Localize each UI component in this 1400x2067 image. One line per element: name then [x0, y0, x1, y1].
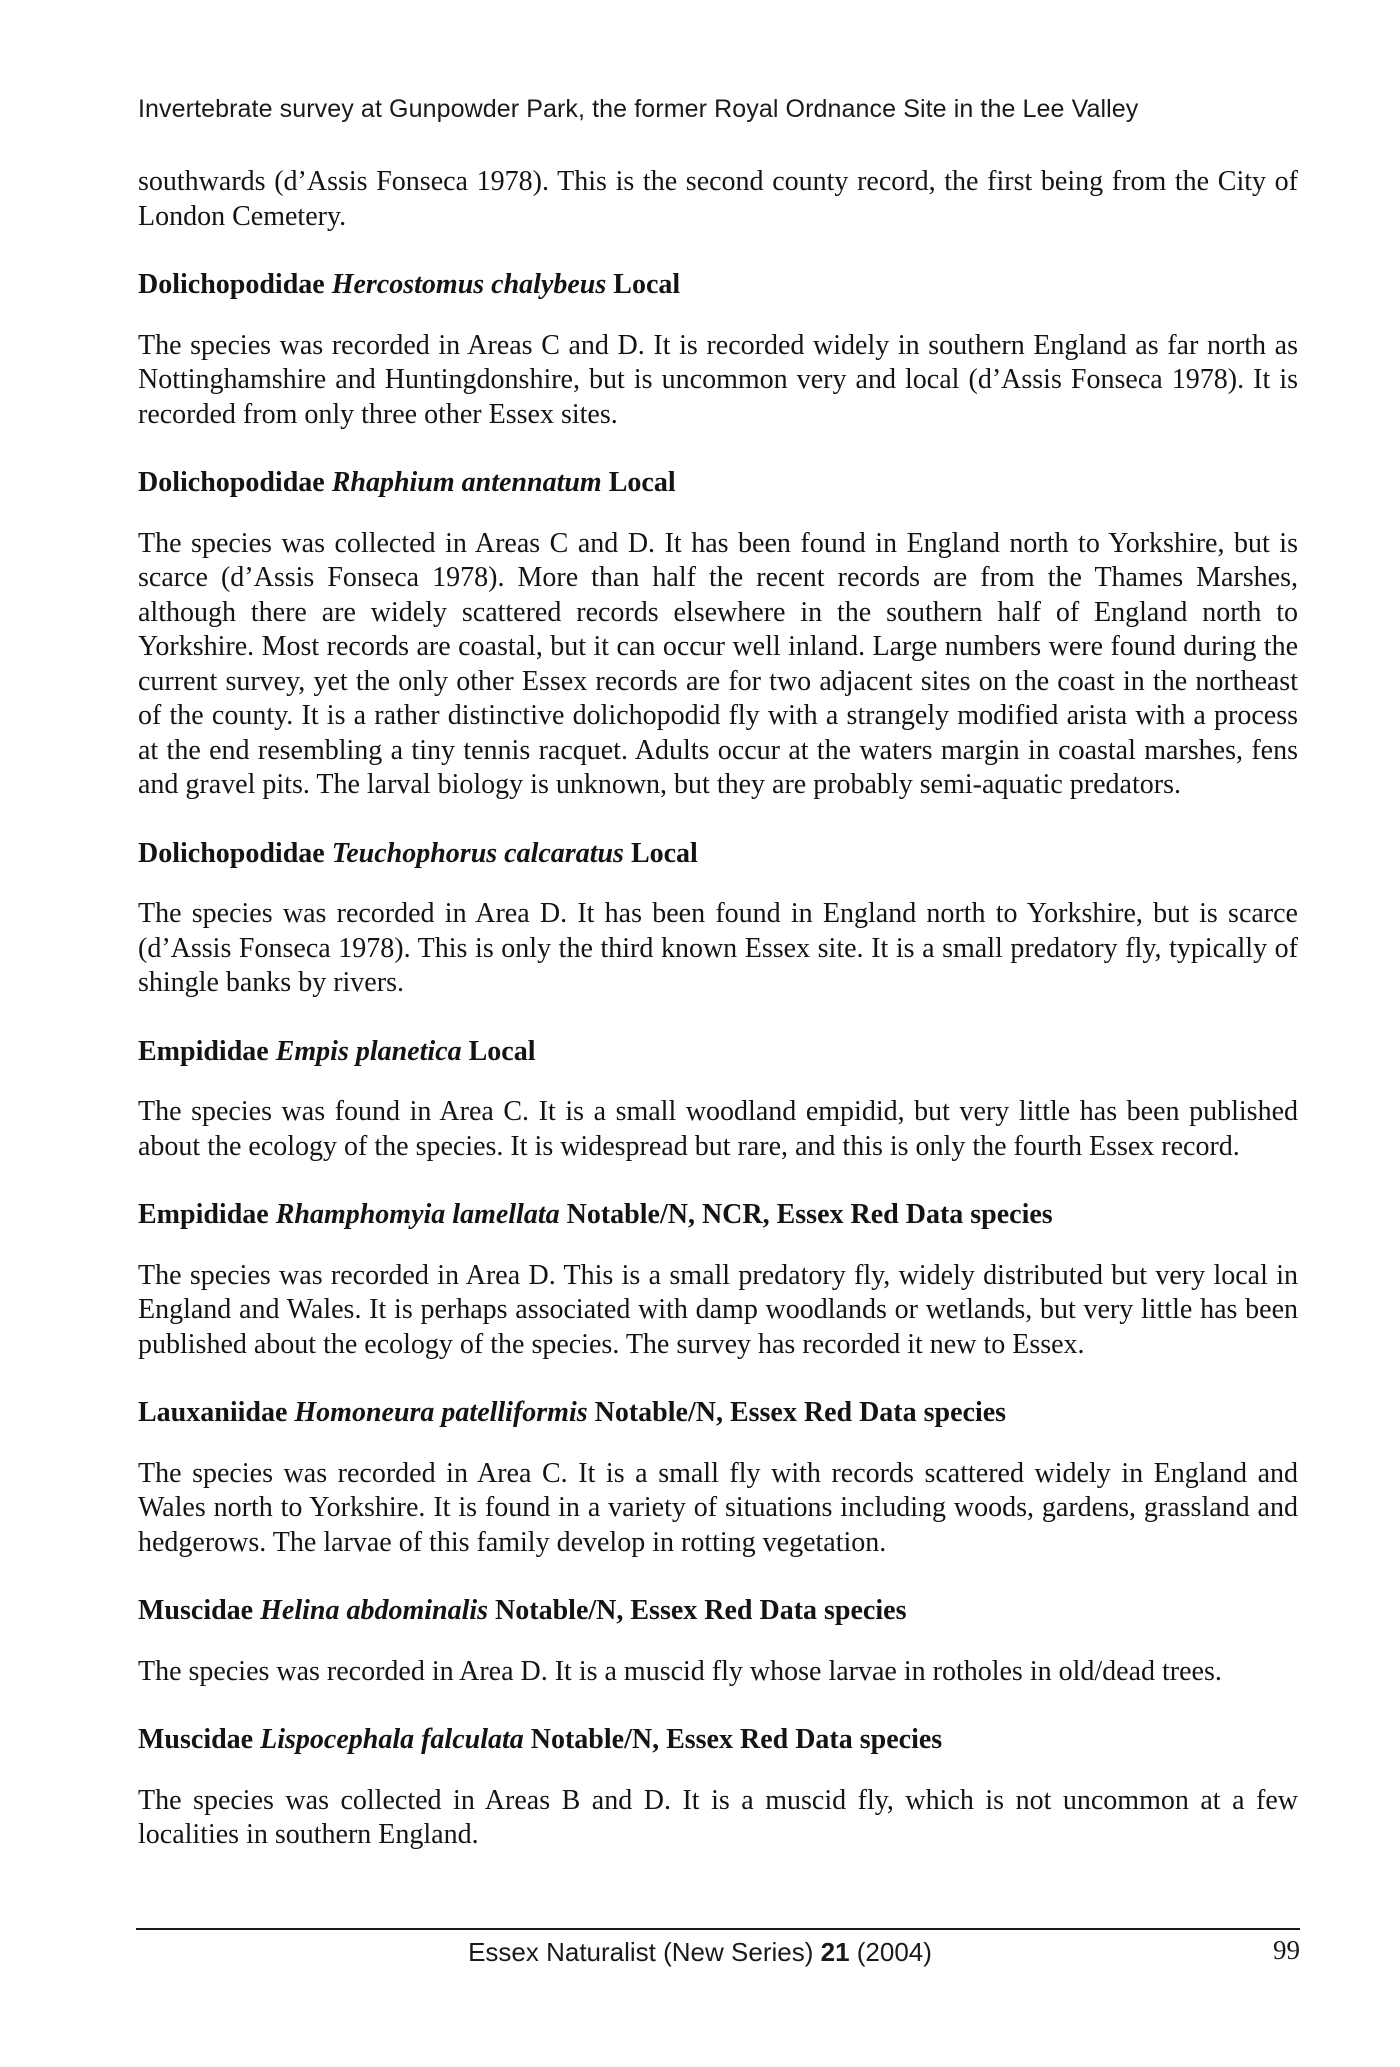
- conservation-status: Local: [630, 837, 698, 869]
- entry-paragraph: The species was recorded in Area D. It has been found in England north to Yorkshire, but is scarce (d’Assis Fonseca 1978). This is only the third known Essex site. It is a small predatory fly, typically of shingle banks by rivers.: [138, 898, 1298, 998]
- species-name: Rhamphomyia lamellata: [275, 1199, 560, 1230]
- footer-citation: [0, 1937, 1400, 1968]
- conservation-status: Notable/N, Essex Red Data species: [530, 1724, 943, 1755]
- family-name: Dolichopodidae: [138, 269, 325, 300]
- entry-paragraph: The species was collected in Areas C and D. It has been found in England north to Yorkshire, but is scarce (d’Assis Fonseca 1978). More than half the recent records are from the Thames Marshes, although there are widely scattered records elsewhere in the southern half of England north to Yorkshire. Most records are coastal, but it can occur well inland. Large numbers were found during the current survey, yet the only other Essex records are for two adjacent sites on the coast in the northeast of the county. It is a rather distinctive dolichopodid fly with a strangely modified arista with a process at the end resembling a tiny tennis racquet. Adults occur at the waters margin in coastal marshes, fens and gravel pits. The larval biology is unknown, but they are probably semi-aquatic predators.: [138, 527, 1298, 800]
- journal-name: Essex Naturalist (New Series): [468, 1937, 814, 1967]
- conservation-status: Notable/N, Essex Red Data species: [495, 1595, 907, 1626]
- species-name: Homoneura patelliformis: [294, 1397, 588, 1428]
- entry-heading: [138, 1723, 1298, 1758]
- conservation-status: Notable/N, Essex Red Data species: [594, 1397, 1007, 1428]
- entry-heading: [138, 1594, 1298, 1629]
- conservation-status: Local: [468, 1035, 536, 1067]
- conservation-status: Notable/N, NCR, Essex Red Data species: [566, 1199, 1053, 1230]
- page-number: 99: [1273, 1935, 1300, 1965]
- footer-divider: [136, 1928, 1300, 1930]
- family-name: Muscidae: [138, 1595, 254, 1626]
- entry-paragraph: The species was collected in Areas B and D. It is a muscid fly, which is not uncommon at a few localities in southern England.: [138, 1784, 1298, 1850]
- species-name: Hercostomus chalybeus: [331, 269, 607, 300]
- intro-paragraph: southwards (d’Assis Fonseca 1978). This is the second county record, the first being from the City of London Cemetery.: [138, 166, 1298, 232]
- species-name: Teuchophorus calcaratus: [331, 837, 624, 869]
- entry-heading: [138, 1035, 1298, 1070]
- species-name: Helina abdominalis: [260, 1595, 489, 1626]
- entry-paragraph: The species was recorded in Area D. It is a muscid fly whose larvae in rotholes in old/dead trees.: [138, 1655, 1222, 1687]
- family-name: Empididae: [138, 1199, 269, 1230]
- species-name: Empis planetica: [275, 1035, 462, 1067]
- entry-paragraph: The species was found in Area C. It is a small woodland empidid, but very little has been published about the ecology of the species. It is widespread but rare, and this is only the fourth Essex record.: [138, 1096, 1298, 1162]
- conservation-status: Local: [613, 269, 681, 300]
- entry-heading: [138, 837, 1298, 872]
- conservation-status: Local: [608, 467, 676, 498]
- species-name: Rhaphium antennatum: [331, 467, 602, 498]
- family-name: Dolichopodidae: [138, 467, 325, 498]
- entry-paragraph: The species was recorded in Area D. This is a small predatory fly, widely distributed but very local in England and Wales. It is perhaps associated with damp woodlands or wetlands, but very little has been published about the ecology of the species. The survey has recorded it new to Essex.: [138, 1259, 1298, 1360]
- family-name: Lauxaniidae: [138, 1397, 288, 1428]
- family-name: Empididae: [138, 1035, 269, 1067]
- publication-year: (2004): [856, 1937, 932, 1967]
- family-name: Dolichopodidae: [138, 837, 325, 869]
- species-name: Lispocephala falculata: [260, 1724, 524, 1755]
- entry-paragraph: The species was recorded in Area C. It is a small fly with records scattered widely in England and Wales north to Yorkshire. It is found in a variety of situations including woods, gardens, grassland and hedgerows. The larvae of this family develop in rotting vegetation.: [138, 1457, 1298, 1558]
- entry-paragraph: The species was recorded in Areas C and D. It is recorded widely in southern England as far north as Nottinghamshire and Huntingdonshire, but is uncommon very and local (d’Assis Fonseca 1978). It is recorded from only three other Essex sites.: [138, 329, 1298, 430]
- entry-heading: [138, 466, 1298, 501]
- entry-heading: [138, 1198, 1298, 1233]
- running-header: Invertebrate survey at Gunpowder Park, the former Royal Ordnance Site in the Lee Valley: [138, 95, 1139, 123]
- entry-heading: [138, 1396, 1298, 1431]
- family-name: Muscidae: [138, 1724, 254, 1755]
- entry-heading: [138, 268, 1298, 303]
- volume-number: 21: [820, 1937, 850, 1967]
- article-body: [138, 165, 1298, 1853]
